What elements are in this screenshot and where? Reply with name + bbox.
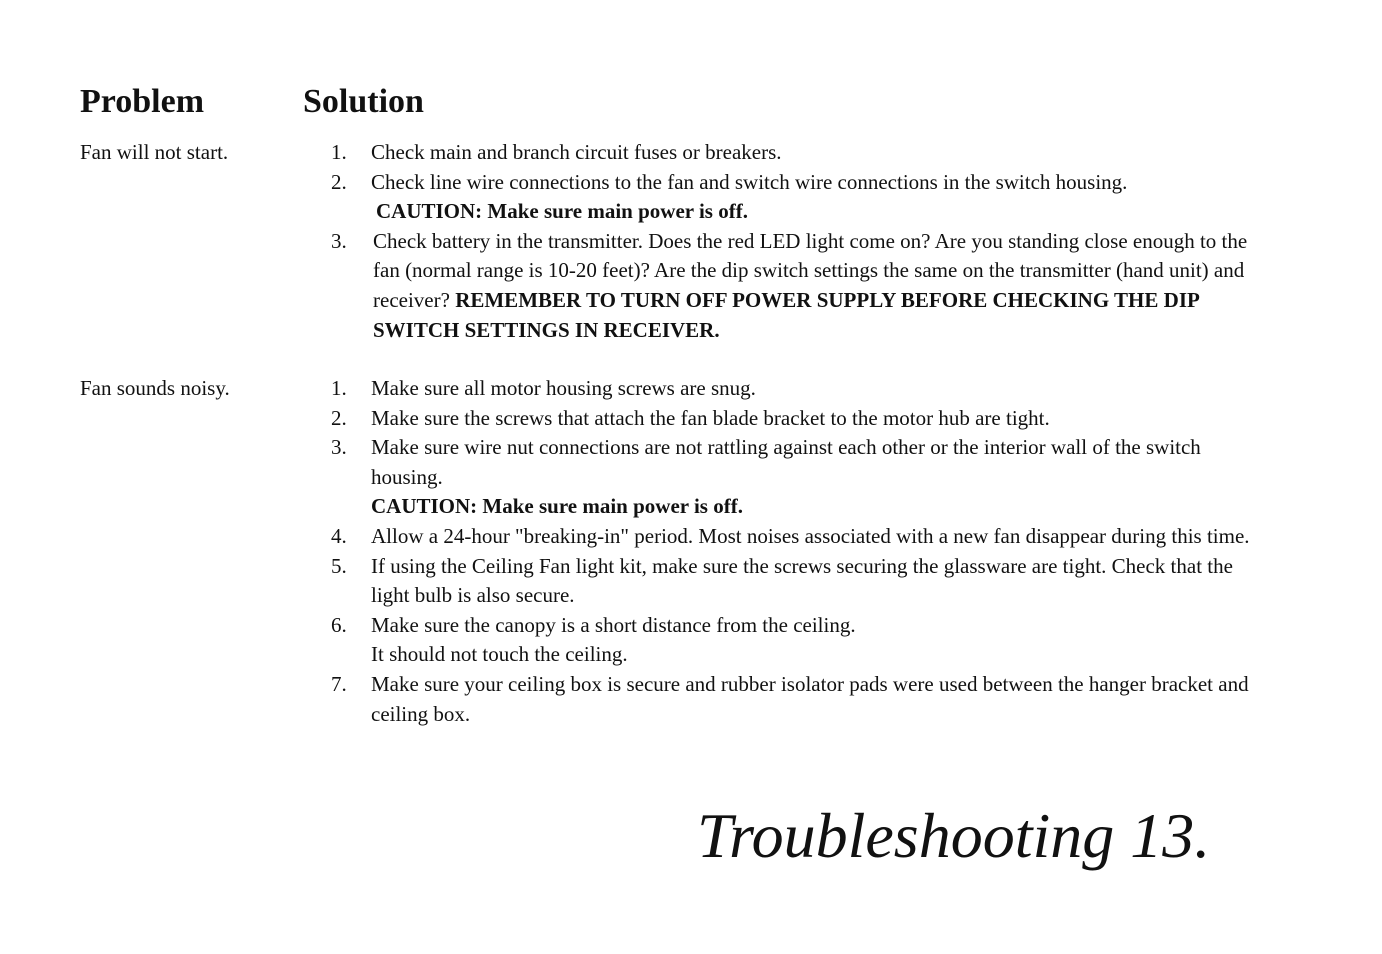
list-item — [331, 552, 1276, 611]
list-item-number: 1. — [331, 376, 347, 400]
list-item-text: Make sure your ceiling box is secure and rubber isolator pads were used between the hanger bracket and ceiling box. — [371, 671, 1249, 726]
list-item-number: 2. — [331, 405, 347, 430]
solution-list-fan-sounds-noisy — [331, 374, 1276, 729]
list-item-text: Make sure the screws that attach the fan blade bracket to the motor hub are tight. — [371, 405, 1050, 430]
list-item-text: Check main and branch circuit fuses or breakers. — [371, 140, 782, 164]
page-footer-title: Troubleshooting 13. — [697, 800, 1211, 871]
list-item — [331, 227, 1276, 345]
list-item-number: 3. — [331, 228, 347, 253]
list-item-number: 1. — [331, 140, 347, 164]
list-item — [331, 374, 1276, 404]
list-item — [331, 138, 1276, 168]
solution-list-fan-will-not-start — [331, 138, 1276, 345]
list-item-number: 5. — [331, 553, 347, 578]
list-item-text: Make sure the canopy is a short distance from the ceiling. — [371, 612, 856, 637]
list-item-text: Make sure all motor housing screws are snug. — [371, 376, 756, 400]
caution-note: CAUTION: Make sure main power is off. — [376, 199, 748, 224]
list-item — [331, 433, 1276, 522]
list-item-text: Check line wire connections to the fan and switch wire connections in the switch housing. — [371, 169, 1128, 194]
solution-column-header: Solution — [303, 83, 424, 120]
list-item — [331, 670, 1276, 729]
caution-note: CAUTION: Make sure main power is off. — [371, 494, 743, 519]
list-item-number: 3. — [331, 435, 347, 460]
list-item-extra-text: It should not touch the ceiling. — [371, 642, 628, 667]
list-item-number: 4. — [331, 523, 347, 548]
warning-note: REMEMBER TO TURN OFF POWER SUPPLY BEFORE CHECKING THE DIP SWITCH SETTINGS IN RECEIVER. — [373, 287, 1199, 342]
list-item — [331, 522, 1276, 552]
list-item-number: 6. — [331, 612, 347, 637]
list-item-number: 7. — [331, 671, 347, 696]
list-item-text: If using the Ceiling Fan light kit, make sure the screws securing the glassware are tight. Check that the light bulb is also secure. — [371, 553, 1233, 608]
list-item-text: Check battery in the transmitter. Does the red LED light come on? Are you standing close enough to the fan (normal range is 10-20 feet)? Are the dip switch settings the same on the transmitter (hand unit) and receiver? — [373, 228, 1248, 312]
problem-column-header: Problem — [80, 83, 205, 120]
list-item — [331, 404, 1276, 434]
problem-fan-will-not-start: Fan will not start. — [80, 140, 229, 164]
list-item-text: Make sure wire nut connections are not rattling against each other or the interior wall of the switch housing. — [371, 435, 1201, 489]
problem-fan-sounds-noisy: Fan sounds noisy. — [80, 376, 230, 400]
list-item — [331, 168, 1276, 227]
list-item-text: Allow a 24-hour "breaking-in" period. Most noises associated with a new fan disappear during this time. — [371, 523, 1250, 548]
list-item — [331, 611, 1276, 670]
list-item-number: 2. — [331, 169, 347, 194]
